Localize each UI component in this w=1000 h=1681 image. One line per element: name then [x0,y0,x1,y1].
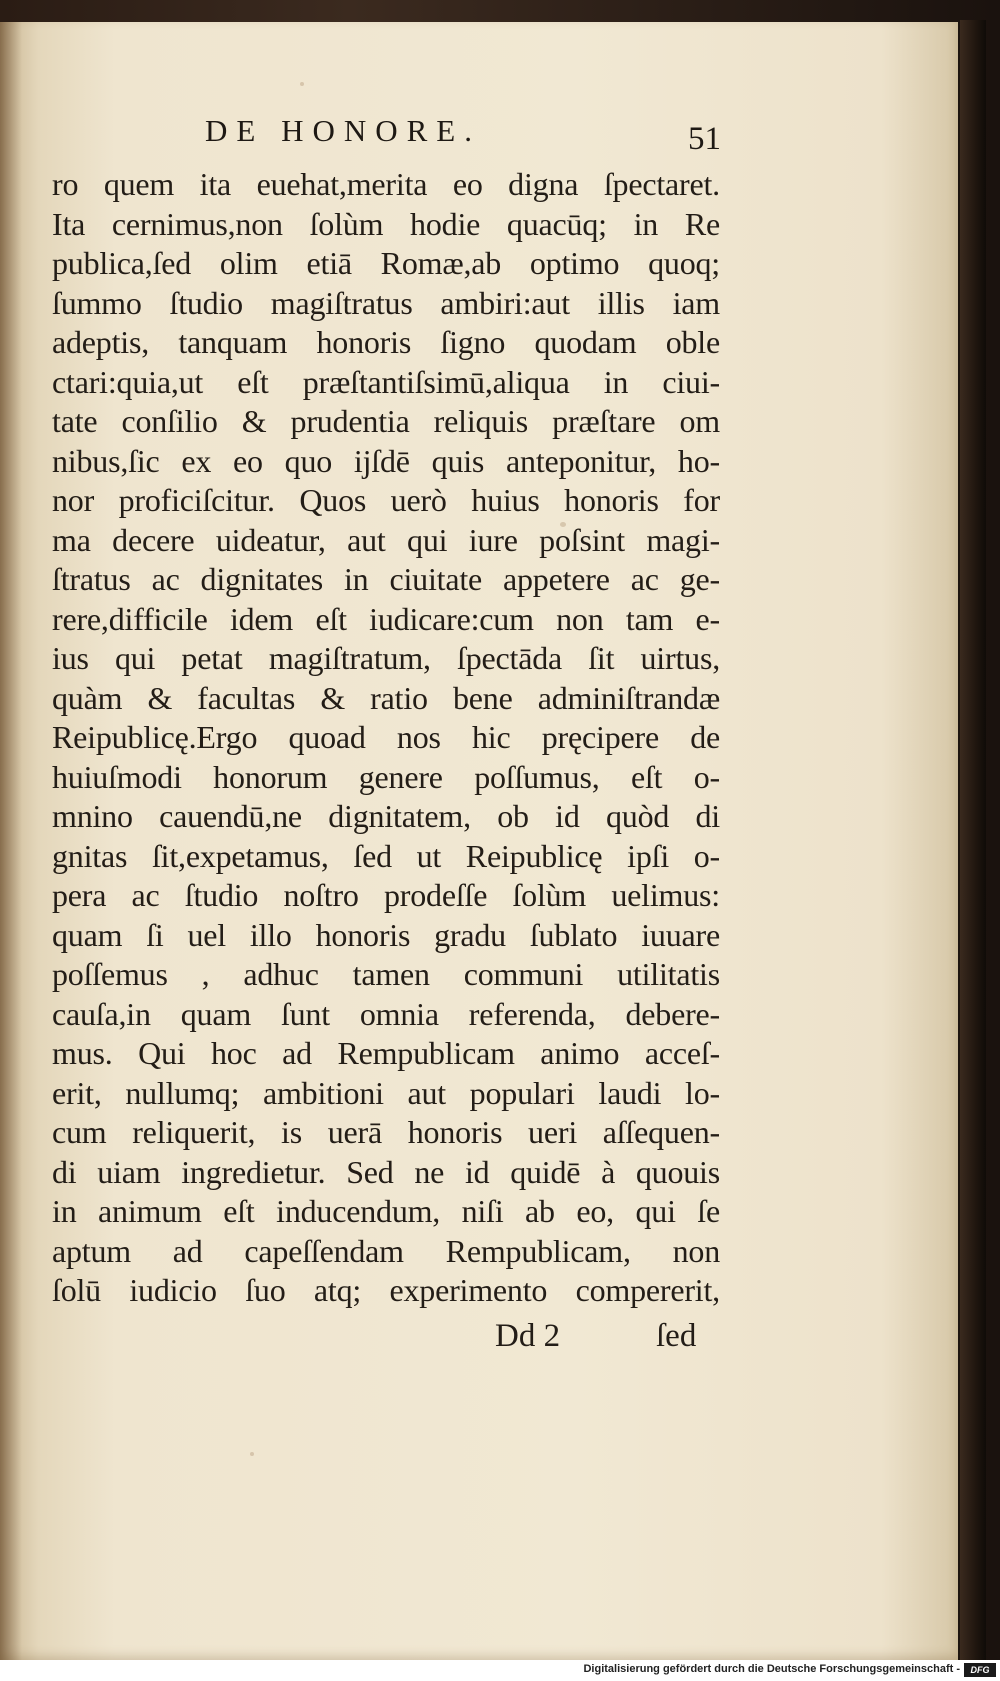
text-line: mnino cauendū,ne dignitatem, ob id quòd di [52,798,720,834]
text-line: rere,difficile idem eſt iudicare:cum non tam e- [52,600,720,637]
body-text [52,165,720,1311]
text-line: cum reliquerit, is uerā honoris ueri aſſequen- [52,1114,720,1150]
text-line: publica,ſed olim etiā Romæ,ab optimo quoq; [52,245,720,281]
text-line: di uiam ingredietur. Sed ne id quidē à quouis [52,1153,720,1190]
text-line: quàm & facultas & ratio bene adminiſtrandæ [52,679,720,716]
text-line: ctari:quia,ut eſt præſtantiſsimū,aliqua in ciui- [52,363,720,400]
text-line: ſummo ſtudio magiſtratus ambiri:aut illis iam [52,284,720,321]
text-line: mus. Qui hoc ad Rempublicam animo acceſ- [52,1035,720,1071]
text-line: quam ſi uel illo honoris gradu ſublato iuuare [52,916,720,953]
text-line: tate conſilio & prudentia reliquis præſtare om [52,403,720,439]
dfg-logo-icon: DFG [964,1663,996,1677]
text-line: ius qui petat magiſtratum, ſpectāda ſit uirtus, [52,640,720,676]
text-line: huiuſmodi honorum genere poſſumus, eſt o- [52,758,720,795]
text-line: adeptis, tanquam honoris ſigno quodam oble [52,324,720,360]
running-head: DE HONORE. [205,113,481,148]
text-line: ma decere uideatur, aut qui iure poſsint magi- [52,521,720,558]
catchword: ſed [656,1318,697,1354]
text-line: nibus,ſic ex eo quo ijſdē quis anteponitur, ho- [52,442,720,479]
text-line: in animum eſt inducendum, niſi ab eo, qui ſe [52,1193,720,1229]
page-number: 51 [688,121,721,157]
text-line: erit, nullumq; ambitioni aut populari laudi lo- [52,1074,720,1111]
text-line: pera ac ſtudio noſtro prodeſſe ſolùm uelimus: [52,877,720,913]
foxing-spot [300,82,304,86]
text-line: poſſemus , adhuc tamen communi utilitatis [52,956,720,992]
text-line: cauſa,in quam ſunt omnia referenda, debere- [52,995,720,1032]
text-line: Ita cernimus,non ſolùm hodie quacūq; in Re [52,205,720,242]
gutter-shadow [0,22,22,1660]
book-page-edge [960,20,986,1665]
foxing-spot [250,1452,254,1456]
text-line: ſtratus ac dignitates in ciuitate appetere ac ge- [52,561,720,597]
text-line: nor proficiſcitur. Quos uerò huius honoris for [52,482,720,518]
text-line: ſolū iudicio ſuo atq; experimento compererit, [52,1272,720,1308]
text-line: Reipublicę.Ergo quoad nos hic pręcipere de [52,719,720,755]
text-line: aptum ad capeſſendam Rempublicam, non [52,1232,720,1269]
signature-mark: Dd 2 [495,1318,561,1354]
text-line: gnitas ſit,expetamus, ſed ut Reipublicę ipſi o- [52,837,720,874]
digitization-credit: Digitalisierung gefördert durch die Deutsche Forschungsgemeinschaft - [583,1663,960,1675]
text-line: ro quem ita euehat,merita eo digna ſpectaret. [52,166,720,202]
